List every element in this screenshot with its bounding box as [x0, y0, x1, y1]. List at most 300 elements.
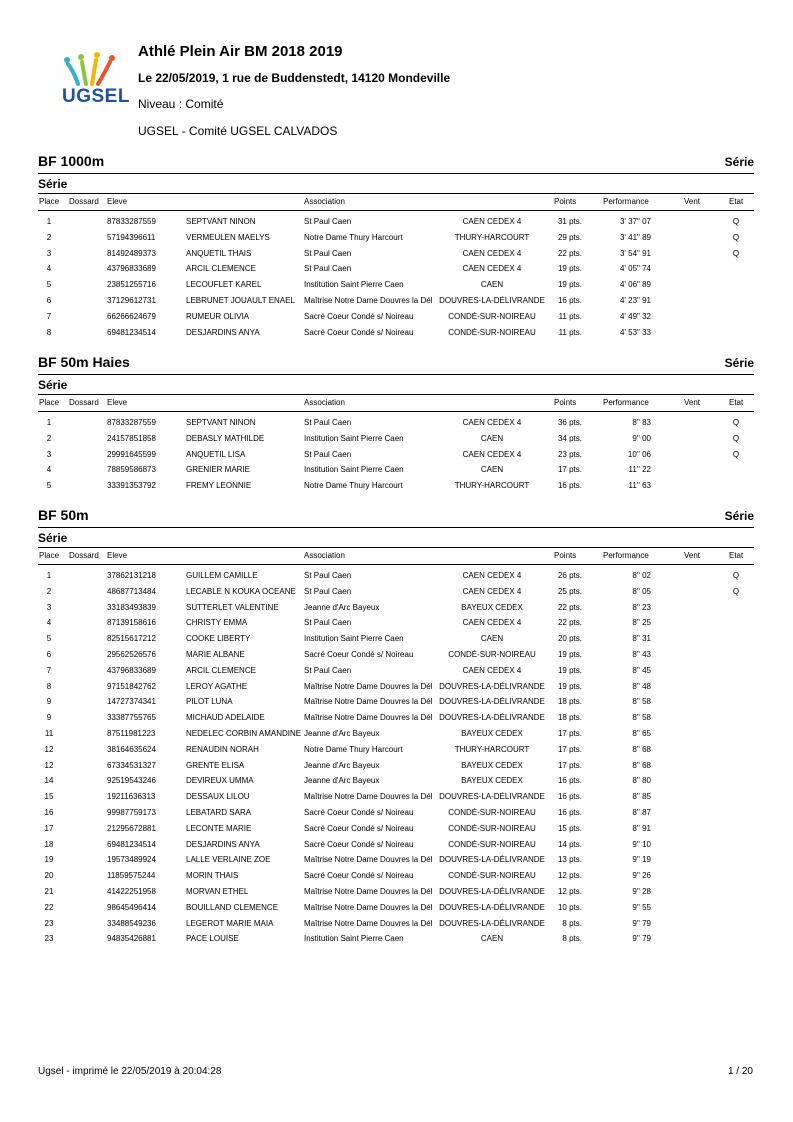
city-cell: CAEN: [480, 934, 504, 944]
performance-cell: 11'' 63: [628, 481, 651, 491]
student-cell: MICHAUD ADELAIDE: [186, 713, 265, 723]
points-cell: 18 pts.: [557, 713, 582, 723]
id-cell: 41422251958: [107, 886, 156, 896]
student-cell: COOKE LIBERTY: [186, 634, 251, 644]
table-row: [38, 616, 754, 632]
association-cell: Sacré Coeur Condé s/ Noireau: [304, 871, 414, 881]
performance-cell: 8'' 48: [632, 681, 651, 691]
association-cell: St Paul Caen: [304, 449, 352, 459]
place-cell: 23: [44, 918, 54, 928]
table-row: [38, 806, 754, 822]
serie-header: [38, 176, 754, 194]
col-eleve: Eleve: [107, 197, 128, 206]
place-cell: 19: [44, 855, 54, 865]
points-cell: 19 pts.: [557, 649, 582, 659]
city-cell: DOUVRES-LA-DÉLIVRANDE: [439, 918, 545, 928]
place-cell: 21: [44, 886, 54, 896]
place-cell: 9: [46, 697, 52, 707]
points-cell: 22 pts.: [557, 248, 582, 258]
place-cell: 4: [46, 264, 52, 274]
id-cell: 38164635624: [107, 744, 156, 754]
place-cell: 6: [46, 295, 52, 305]
city-cell: DOUVRES-LA-DÉLIVRANDE: [439, 902, 545, 912]
col-performance: Performance: [603, 551, 649, 560]
performance-cell: 8'' 80: [632, 776, 651, 786]
col-dossard: Dossard: [69, 551, 99, 560]
city-cell: BAYEUX CEDEX: [461, 776, 523, 786]
association-cell: Sacré Coeur Condé s/ Noireau: [304, 823, 414, 833]
table-row: [38, 585, 754, 601]
id-cell: 33183493839: [107, 602, 156, 612]
col-dossard: Dossard: [69, 197, 99, 206]
city-cell: CAEN: [480, 465, 504, 475]
student-cell: CHRISTY EMMA: [186, 618, 248, 628]
city-cell: CAEN CEDEX 4: [462, 618, 522, 628]
association-cell: Maîtrise Notre Dame Douvres la Dél: [304, 697, 433, 707]
association-cell: Jeanne d'Arc Bayeux: [304, 760, 380, 770]
association-cell: Institution Saint Pierre Caen: [304, 433, 404, 443]
table-row: [38, 278, 754, 294]
place-cell: 17: [44, 823, 54, 833]
student-cell: VERMEULEN MAELYS: [186, 232, 270, 242]
table-row: [38, 247, 754, 263]
table-row: [38, 601, 754, 617]
place-cell: 2: [46, 433, 52, 443]
place-cell: 8: [46, 681, 52, 691]
points-cell: 16 pts.: [557, 481, 582, 491]
place-cell: 5: [46, 481, 52, 491]
place-cell: 1: [46, 217, 52, 226]
col-performance: Performance: [603, 398, 649, 407]
association-cell: St Paul Caen: [304, 665, 352, 675]
city-cell: CAEN CEDEX 4: [462, 665, 522, 675]
table-row: [38, 231, 754, 247]
association-cell: Sacré Coeur Condé s/ Noireau: [304, 807, 414, 817]
city-cell: THURY-HARCOURT: [454, 744, 530, 754]
city-cell: BAYEUX CEDEX: [461, 602, 523, 612]
performance-cell: 9'' 55: [632, 902, 651, 912]
id-cell: 14727374341: [107, 697, 156, 707]
performance-cell: 8'' 87: [632, 807, 651, 817]
section-header: [38, 153, 754, 174]
table-row: [38, 294, 754, 310]
performance-cell: 3' 37" 07: [619, 217, 651, 226]
status-cell: Q: [732, 449, 740, 459]
performance-cell: 8'' 31: [632, 634, 651, 644]
city-cell: BAYEUX CEDEX: [461, 728, 523, 738]
place-cell: 6: [46, 649, 52, 659]
performance-cell: 4' 23" 91: [619, 295, 651, 305]
city-cell: CONDÉ-SUR-NOIREAU: [448, 823, 536, 833]
points-cell: 11 pts.: [558, 311, 582, 321]
column-headers: [38, 194, 754, 211]
points-cell: 11 pts.: [558, 327, 582, 337]
table-row: [38, 262, 754, 278]
id-cell: 66266624679: [107, 311, 156, 321]
place-cell: 5: [46, 280, 52, 290]
points-cell: 17 pts.: [557, 465, 582, 475]
place-cell: 8: [46, 327, 52, 337]
association-cell: Maîtrise Notre Dame Douvres la Dél: [304, 713, 433, 723]
table-row: [38, 569, 754, 585]
event-level: Niveau : Comité: [138, 97, 224, 111]
status-cell: Q: [732, 586, 740, 596]
table-row: [38, 326, 754, 342]
student-cell: DESSAUX LILOU: [186, 792, 250, 802]
serie-label: Série: [38, 531, 68, 545]
performance-cell: 8'' 58: [632, 697, 651, 707]
student-cell: PILOT LUNA: [186, 697, 233, 707]
table-row: [38, 479, 754, 495]
performance-cell: 8'' 23: [632, 602, 651, 612]
performance-cell: 9'' 26: [632, 871, 651, 881]
association-cell: Maîtrise Notre Dame Douvres la Dél: [304, 918, 433, 928]
points-cell: 34 pts.: [557, 433, 582, 443]
place-cell: 4: [46, 618, 52, 628]
student-cell: DESJARDINS ANYA: [186, 327, 260, 337]
table-row: [38, 632, 754, 648]
col-vent: Vent: [684, 551, 701, 560]
student-cell: SEPTVANT NINON: [186, 418, 256, 427]
student-cell: MORIN THAIS: [186, 871, 239, 881]
city-cell: DOUVRES-LA-DÉLIVRANDE: [439, 855, 545, 865]
table-row: [38, 310, 754, 326]
performance-cell: 4' 53" 33: [619, 327, 651, 337]
table-row: [38, 759, 754, 775]
col-points: Points: [554, 551, 577, 560]
table-row: [38, 648, 754, 664]
col-performance: Performance: [603, 197, 649, 206]
city-cell: DOUVRES-LA-DÉLIVRANDE: [439, 792, 545, 802]
place-cell: 3: [46, 248, 52, 258]
id-cell: 29991645599: [107, 449, 156, 459]
status-cell: Q: [732, 217, 740, 226]
student-cell: RENAUDIN NORAH: [186, 744, 259, 754]
table-row: [38, 680, 754, 696]
id-cell: 69481234514: [107, 839, 156, 849]
points-cell: 13 pts.: [557, 855, 582, 865]
association-cell: Maîtrise Notre Dame Douvres la Dél: [304, 886, 433, 896]
performance-cell: 9'' 00: [632, 433, 651, 443]
id-cell: 94835426881: [107, 934, 156, 944]
points-cell: 25 pts.: [557, 586, 582, 596]
id-cell: 67334531327: [107, 760, 156, 770]
points-cell: 12 pts.: [557, 886, 582, 896]
place-cell: 12: [44, 744, 54, 754]
id-cell: 29562526576: [107, 649, 156, 659]
city-cell: CAEN CEDEX 4: [462, 264, 522, 274]
place-cell: 3: [46, 449, 52, 459]
place-cell: 23: [44, 934, 54, 944]
col-place: Place: [39, 398, 60, 407]
section-type: Série: [724, 356, 754, 370]
city-cell: THURY-HARCOURT: [454, 232, 530, 242]
footer-printed: Ugsel - imprimé le 22/05/2019 à 20:04:28: [38, 1066, 222, 1077]
student-cell: LEGEROT MARIE MAIA: [186, 918, 274, 928]
performance-cell: 9'' 28: [632, 886, 651, 896]
section-title: BF 1000m: [38, 153, 105, 169]
place-cell: 7: [46, 311, 52, 321]
association-cell: Jeanne d'Arc Bayeux: [304, 728, 380, 738]
points-cell: 17 pts.: [557, 728, 582, 738]
student-cell: RUMEUR OLIVIA: [186, 311, 250, 321]
points-cell: 16 pts.: [557, 776, 582, 786]
section-type: Série: [724, 509, 754, 523]
id-cell: 87833287559: [107, 418, 156, 427]
table-row: [38, 743, 754, 759]
table-row: [38, 448, 754, 464]
table-row: [38, 901, 754, 917]
id-cell: 82515617212: [107, 634, 156, 644]
points-cell: 31 pts.: [557, 217, 582, 226]
student-cell: GRENTE ELISA: [186, 760, 245, 770]
performance-cell: 10'' 06: [627, 449, 651, 459]
association-cell: Institution Saint Pierre Caen: [304, 280, 404, 290]
city-cell: CONDÉ-SUR-NOIREAU: [448, 871, 536, 881]
id-cell: 43796833689: [107, 665, 156, 675]
footer-page-number: 1 / 20: [727, 1066, 753, 1077]
place-cell: 2: [46, 232, 52, 242]
association-cell: Jeanne d'Arc Bayeux: [304, 776, 380, 786]
logo-text: UGSEL: [62, 86, 130, 107]
serie-label: Série: [38, 177, 68, 191]
col-etat: Etat: [729, 551, 744, 560]
status-cell: Q: [732, 248, 740, 258]
student-cell: MORVAN ETHEL: [186, 886, 249, 896]
points-cell: 26 pts.: [557, 571, 582, 580]
points-cell: 19 pts.: [557, 665, 582, 675]
col-vent: Vent: [684, 197, 701, 206]
city-cell: DOUVRES-LA-DÉLIVRANDE: [439, 697, 545, 707]
performance-cell: 3' 41" 89: [619, 232, 651, 242]
col-association: Association: [304, 551, 345, 560]
serie-label: Série: [38, 378, 68, 392]
column-headers: [38, 548, 754, 565]
table-row: [38, 727, 754, 743]
table-row: [38, 790, 754, 806]
performance-cell: 4' 06" 89: [619, 280, 651, 290]
association-cell: Sacré Coeur Condé s/ Noireau: [304, 327, 414, 337]
points-cell: 19 pts.: [557, 681, 582, 691]
place-cell: 1: [46, 571, 52, 580]
association-cell: St Paul Caen: [304, 586, 352, 596]
event-date-location: Le 22/05/2019, 1 rue de Buddenstedt, 14120 Mondeville: [138, 71, 451, 85]
city-cell: CONDÉ-SUR-NOIREAU: [448, 839, 536, 849]
city-cell: CAEN CEDEX 4: [462, 248, 522, 258]
id-cell: 33387755765: [107, 713, 156, 723]
points-cell: 17 pts.: [557, 744, 582, 754]
association-cell: St Paul Caen: [304, 264, 352, 274]
id-cell: 81492489373: [107, 248, 156, 258]
city-cell: CAEN: [480, 433, 504, 443]
performance-cell: 8'' 25: [632, 618, 651, 628]
place-cell: 2: [46, 586, 52, 596]
points-cell: 15 pts.: [557, 823, 582, 833]
association-cell: St Paul Caen: [304, 571, 352, 580]
id-cell: 87833287559: [107, 217, 156, 226]
city-cell: DOUVRES-LA-DÉLIVRANDE: [439, 886, 545, 896]
association-cell: Sacré Coeur Condé s/ Noireau: [304, 649, 414, 659]
results-table: [38, 215, 754, 341]
id-cell: 87511981223: [107, 728, 156, 738]
association-cell: Institution Saint Pierre Caen: [304, 465, 404, 475]
results-section: [38, 153, 754, 341]
student-cell: LEROY AGATHE: [186, 681, 248, 691]
city-cell: DOUVRES-LA-DÉLIVRANDE: [439, 713, 545, 723]
col-eleve: Eleve: [107, 398, 128, 407]
student-cell: DESJARDINS ANYA: [186, 839, 260, 849]
performance-cell: 8'' 68: [632, 760, 651, 770]
performance-cell: 8'' 02: [632, 571, 651, 580]
section-header: [38, 507, 754, 528]
id-cell: 87139158616: [107, 618, 156, 628]
id-cell: 37129612731: [107, 295, 156, 305]
performance-cell: 8'' 91: [632, 823, 651, 833]
id-cell: 99987759173: [107, 807, 156, 817]
col-points: Points: [554, 398, 577, 407]
association-cell: Notre Dame Thury Harcourt: [304, 232, 403, 242]
col-eleve: Eleve: [107, 551, 128, 560]
id-cell: 78859586873: [107, 465, 156, 475]
performance-cell: 8'' 68: [632, 744, 651, 754]
student-cell: GRENIER MARIE: [186, 465, 251, 475]
student-cell: ARCIL CLEMENCE: [186, 264, 256, 274]
col-dossard: Dossard: [69, 398, 99, 407]
city-cell: CAEN CEDEX 4: [462, 418, 522, 427]
col-association: Association: [304, 398, 345, 407]
association-cell: St Paul Caen: [304, 418, 352, 427]
id-cell: 11859575244: [107, 871, 156, 881]
performance-cell: 3' 54" 91: [619, 248, 651, 258]
points-cell: 10 pts.: [557, 902, 582, 912]
performance-cell: 9'' 79: [632, 934, 651, 944]
association-cell: St Paul Caen: [304, 618, 352, 628]
performance-cell: 8'' 45: [632, 665, 651, 675]
table-row: [38, 838, 754, 854]
points-cell: 29 pts.: [557, 232, 582, 242]
city-cell: THURY-HARCOURT: [454, 481, 530, 491]
table-row: [38, 774, 754, 790]
section-header: [38, 354, 754, 375]
col-place: Place: [39, 197, 60, 206]
city-cell: CAEN CEDEX 4: [462, 449, 522, 459]
id-cell: 37862131218: [107, 571, 156, 580]
status-cell: Q: [732, 418, 740, 427]
performance-cell: 8'' 85: [632, 792, 651, 802]
page-title: Athlé Plein Air BM 2018 2019: [138, 43, 343, 60]
city-cell: DOUVRES-LA-DÉLIVRANDE: [439, 681, 545, 691]
student-cell: DEBASLY MATHILDE: [186, 433, 265, 443]
column-headers: [38, 395, 754, 412]
performance-cell: 9'' 19: [632, 855, 651, 865]
performance-cell: 11'' 22: [628, 465, 651, 475]
serie-header: [38, 530, 754, 548]
student-cell: LECABLE N KOUKA OCEANE: [186, 586, 296, 596]
points-cell: 17 pts.: [557, 760, 582, 770]
student-cell: BOUILLAND CLEMENCE: [186, 902, 279, 912]
student-cell: SEPTVANT NINON: [186, 217, 256, 226]
place-cell: 20: [44, 871, 54, 881]
col-etat: Etat: [729, 197, 744, 206]
id-cell: 57194396611: [107, 232, 156, 242]
section-title: BF 50m Haies: [38, 354, 130, 370]
points-cell: 20 pts.: [557, 634, 582, 644]
table-row: [38, 885, 754, 901]
id-cell: 33488549236: [107, 918, 156, 928]
id-cell: 98645496414: [107, 902, 156, 912]
performance-cell: 8'' 65: [632, 728, 651, 738]
table-row: [38, 932, 754, 948]
id-cell: 92519543246: [107, 776, 156, 786]
city-cell: CAEN: [480, 280, 504, 290]
association-cell: Maîtrise Notre Dame Douvres la Dél: [304, 681, 433, 691]
results-section: [38, 354, 754, 495]
points-cell: 23 pts.: [557, 449, 582, 459]
association-cell: Jeanne d'Arc Bayeux: [304, 602, 380, 612]
association-cell: Notre Dame Thury Harcourt: [304, 481, 403, 491]
id-cell: 24157851858: [107, 433, 156, 443]
student-cell: NEDELEC CORBIN AMANDINE: [186, 728, 302, 738]
points-cell: 14 pts.: [557, 839, 582, 849]
table-row: [38, 853, 754, 869]
section-title: BF 50m: [38, 507, 89, 523]
association-cell: Notre Dame Thury Harcourt: [304, 744, 403, 754]
points-cell: 16 pts.: [557, 807, 582, 817]
status-cell: Q: [732, 232, 740, 242]
col-points: Points: [554, 197, 577, 206]
place-cell: 9: [46, 713, 52, 723]
id-cell: 69481234514: [107, 327, 156, 337]
city-cell: BAYEUX CEDEX: [461, 760, 523, 770]
points-cell: 8 pts.: [562, 918, 582, 928]
id-cell: 23851255716: [107, 280, 156, 290]
association-cell: Sacré Coeur Condé s/ Noireau: [304, 311, 414, 321]
id-cell: 48687713484: [107, 586, 156, 596]
results-table: [38, 416, 754, 495]
student-cell: LECONTE MARIE: [186, 823, 252, 833]
points-cell: 8 pts.: [562, 934, 582, 944]
id-cell: 19211636313: [107, 792, 156, 802]
place-cell: 11: [44, 728, 54, 738]
id-cell: 21295672881: [107, 823, 156, 833]
col-association: Association: [304, 197, 345, 206]
association-cell: Maîtrise Notre Dame Douvres la Dél: [304, 295, 433, 305]
col-etat: Etat: [729, 398, 744, 407]
table-row: [38, 711, 754, 727]
id-cell: 43796833689: [107, 264, 156, 274]
student-cell: DEVIREUX UMMA: [186, 776, 254, 786]
student-cell: LEBRUNET JOUAULT ENAEL: [186, 295, 295, 305]
city-cell: CAEN CEDEX 4: [462, 571, 522, 580]
place-cell: 3: [46, 602, 52, 612]
points-cell: 36 pts.: [557, 418, 582, 427]
city-cell: CAEN CEDEX 4: [462, 217, 522, 226]
performance-cell: 4' 05" 74: [619, 264, 651, 274]
place-cell: 16: [44, 807, 54, 817]
table-row: [38, 664, 754, 680]
place-cell: 12: [44, 760, 54, 770]
table-row: [38, 822, 754, 838]
points-cell: 18 pts.: [557, 697, 582, 707]
student-cell: LALLE VERLAINE ZOE: [186, 855, 271, 865]
student-cell: ANQUETIL LISA: [186, 449, 246, 459]
performance-cell: 8'' 58: [632, 713, 651, 723]
city-cell: CAEN: [480, 634, 504, 644]
points-cell: 22 pts.: [557, 618, 582, 628]
place-cell: 7: [46, 665, 52, 675]
student-cell: LEBATARD SARA: [186, 807, 252, 817]
city-cell: CONDÉ-SUR-NOIREAU: [448, 649, 536, 659]
